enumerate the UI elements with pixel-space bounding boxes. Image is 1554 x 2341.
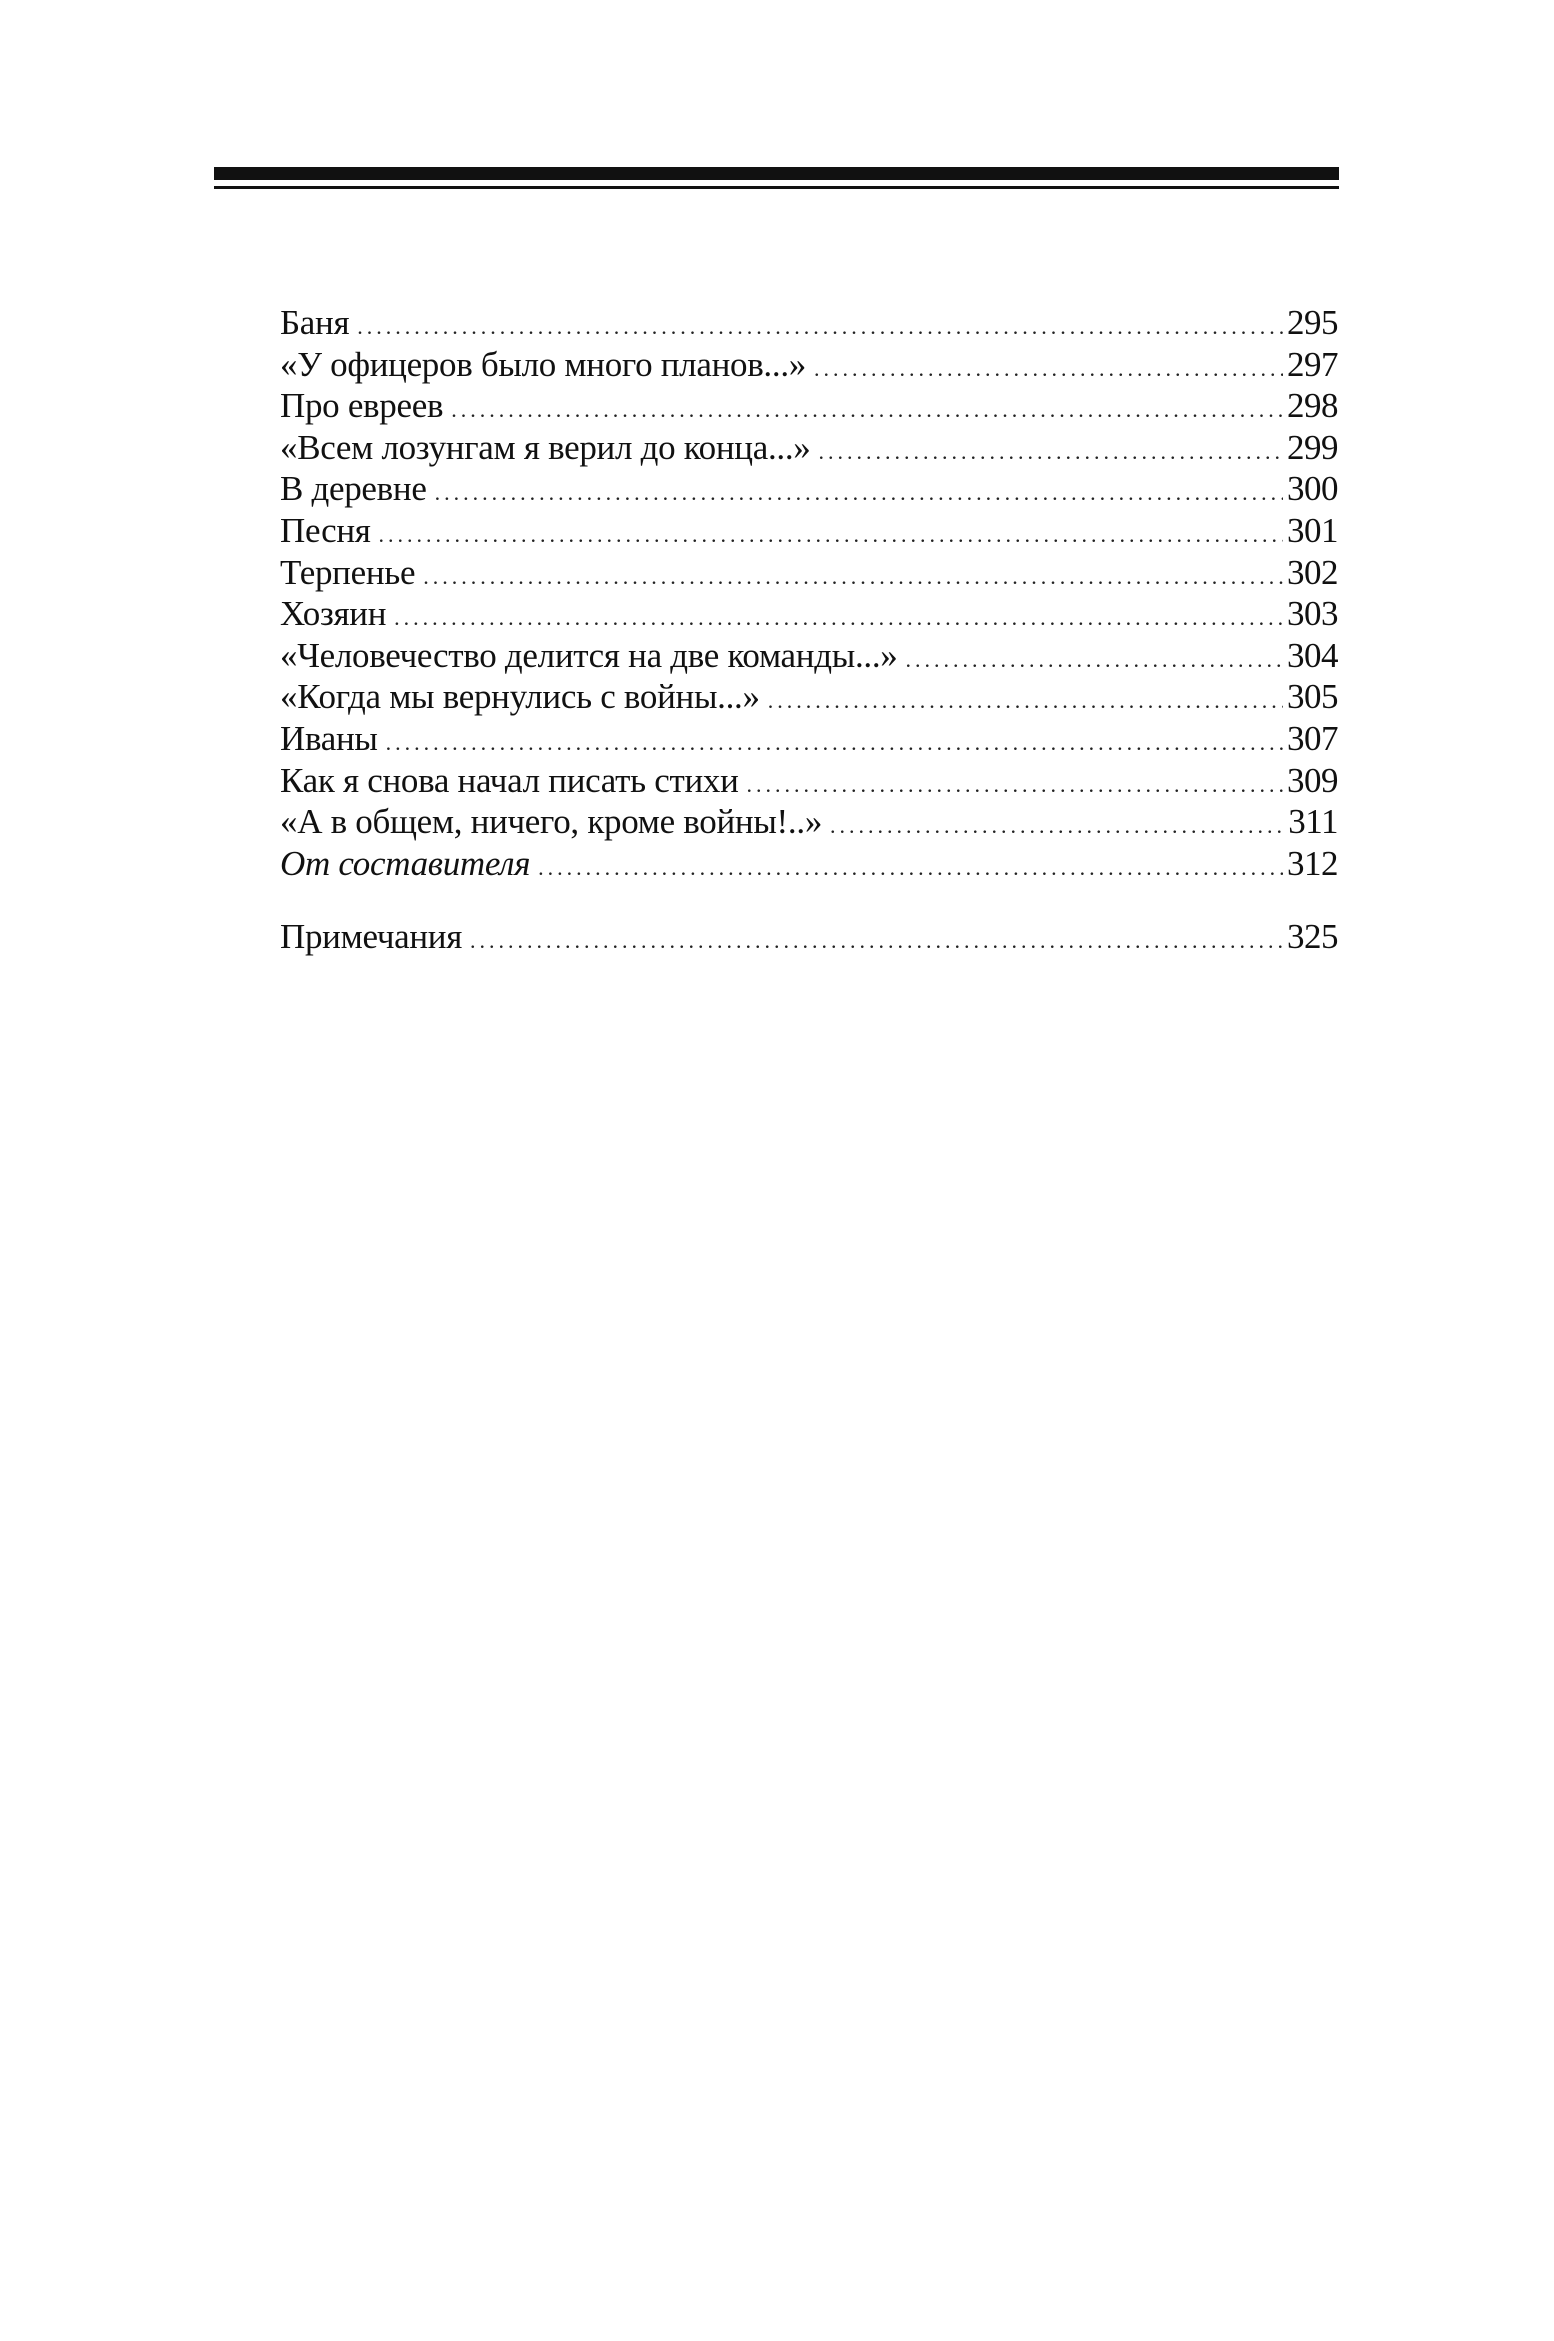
toc-entry-page: 309 xyxy=(1287,760,1338,800)
toc-entry[interactable] xyxy=(280,510,1338,552)
toc-leader-dots xyxy=(470,920,1283,962)
toc-entry-title: Как я снова начал писать стихи xyxy=(280,760,739,800)
toc-leader-dots xyxy=(747,764,1283,806)
toc-entry-page: 299 xyxy=(1287,427,1338,467)
toc-entry-title: Терпенье xyxy=(280,552,416,592)
toc-entry-page: 298 xyxy=(1287,386,1338,426)
toc-entry-page: 295 xyxy=(1287,303,1338,342)
toc-entry-page: 325 xyxy=(1287,917,1338,957)
toc-entry-page: 307 xyxy=(1287,718,1338,758)
toc-entry-title: «Когда мы вернулись с войны...» xyxy=(280,677,760,717)
toc-entry-title: Примечания xyxy=(280,917,463,957)
toc-entry-page: 301 xyxy=(1287,510,1338,550)
toc-entry-title: «Всем лозунгам я верил до конца...» xyxy=(280,427,811,467)
toc-leader-dots xyxy=(357,306,1283,348)
toc-entry-title: В деревне xyxy=(280,469,427,509)
toc-entry-title: «Человечество делится на две команды...» xyxy=(280,635,898,675)
toc-entry[interactable] xyxy=(280,552,1338,594)
table-of-contents xyxy=(280,302,1338,958)
toc-leader-dots xyxy=(423,556,1283,598)
toc-entry-notes[interactable] xyxy=(280,916,1338,958)
toc-entry-title: «А в общем, ничего, кроме войны!..» xyxy=(280,802,823,842)
toc-entry-compiler[interactable] xyxy=(280,843,1338,885)
toc-entry[interactable] xyxy=(280,302,1338,344)
toc-entry-page: 312 xyxy=(1287,843,1338,883)
header-rule-thick xyxy=(214,167,1339,180)
toc-leader-dots xyxy=(451,389,1283,431)
toc-entry[interactable] xyxy=(280,801,1338,843)
toc-entry-title: Иваны xyxy=(280,718,378,758)
toc-leader-dots xyxy=(814,348,1283,390)
toc-entry[interactable] xyxy=(280,760,1338,802)
toc-entry[interactable] xyxy=(280,593,1338,635)
toc-entry-title: Про евреев xyxy=(280,386,444,426)
toc-leader-dots xyxy=(379,514,1283,556)
toc-leader-dots xyxy=(538,847,1283,889)
toc-entry-page: 300 xyxy=(1287,469,1338,509)
header-rule-thin xyxy=(214,186,1339,189)
toc-entry-title: «У офицеров было много планов...» xyxy=(280,344,806,384)
toc-entry-page: 302 xyxy=(1287,552,1338,592)
toc-entry-title: Хозяин xyxy=(280,594,387,634)
toc-leader-dots xyxy=(386,722,1283,764)
toc-leader-dots xyxy=(830,805,1284,847)
toc-entry[interactable] xyxy=(280,344,1338,386)
toc-entry[interactable] xyxy=(280,468,1338,510)
toc-entry[interactable] xyxy=(280,385,1338,427)
toc-entry-page: 297 xyxy=(1287,344,1338,384)
toc-leader-dots xyxy=(394,597,1283,639)
toc-leader-dots xyxy=(906,639,1284,681)
toc-entry-title: Песня xyxy=(280,510,371,550)
toc-entry[interactable] xyxy=(280,676,1338,718)
toc-entry[interactable] xyxy=(280,718,1338,760)
toc-entry-page: 303 xyxy=(1287,594,1338,634)
toc-entry-page: 311 xyxy=(1288,802,1338,842)
toc-entry-page: 305 xyxy=(1287,677,1338,717)
toc-entry[interactable] xyxy=(280,635,1338,677)
toc-entry-title: От составителя xyxy=(280,843,531,883)
toc-entry-title: Баня xyxy=(280,303,350,342)
toc-entry-page: 304 xyxy=(1287,635,1338,675)
toc-leader-dots xyxy=(435,472,1283,514)
toc-leader-dots xyxy=(768,680,1283,722)
toc-leader-dots xyxy=(819,431,1284,473)
toc-entry[interactable] xyxy=(280,427,1338,469)
